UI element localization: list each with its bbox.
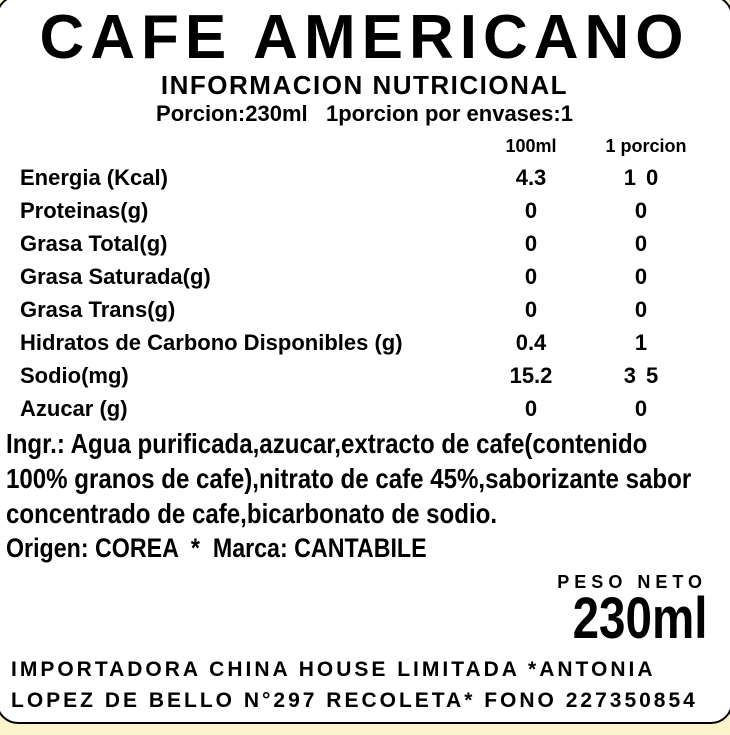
importer-info	[11, 654, 730, 716]
column-header-porcion: 1 porcion	[605, 136, 687, 156]
nutrient-name: Proteinas(g)	[20, 198, 149, 223]
value-porcion: 0	[634, 264, 658, 289]
table-row	[0, 293, 730, 326]
value-100ml: 0.4	[515, 330, 547, 355]
value-100ml: 0	[524, 396, 538, 421]
importer-line: IMPORTADORA CHINA HOUSE LIMITADA *ANTONIA	[11, 658, 656, 681]
value-porcion: 0	[634, 396, 658, 421]
table-row	[0, 194, 730, 227]
value-100ml: 4.3	[515, 165, 547, 190]
value-porcion: 0	[634, 297, 658, 322]
nutrient-name: Grasa Trans(g)	[20, 297, 176, 322]
nutrition-info-heading: INFORMACION NUTRICIONAL	[160, 70, 569, 100]
value-100ml: 0	[524, 198, 538, 223]
net-weight-label: PESO NETO	[557, 572, 707, 592]
table-header-row	[0, 131, 730, 161]
value-porcion: 1	[634, 330, 658, 355]
serving-size-line: Porcion:230ml 1porcion por envases:1	[156, 101, 573, 126]
value-100ml: 0	[524, 264, 538, 289]
net-weight-value: 230ml	[572, 586, 707, 651]
net-weight-block	[0, 571, 707, 651]
nutrient-name: Grasa Saturada(g)	[20, 264, 211, 289]
nutrient-name: Hidratos de Carbono Disponibles (g)	[20, 330, 403, 355]
value-100ml: 0	[524, 231, 538, 256]
nutrient-name: Sodio(mg)	[20, 363, 129, 388]
ingredients-paragraph	[6, 426, 730, 531]
nutrition-table	[0, 131, 730, 425]
table-row	[0, 161, 730, 194]
table-row	[0, 227, 730, 260]
nutrient-name: Azucar (g)	[20, 396, 128, 421]
ingredients-line: concentrado de cafe,bicarbonato de sodio.	[6, 498, 498, 529]
table-row	[0, 326, 730, 359]
value-porcion: 0	[634, 198, 658, 223]
table-header-spacer	[0, 131, 476, 161]
ingredients-line: 100% granos de cafe),nitrato de cafe 45%,saborizante sabor	[6, 463, 692, 494]
value-porcion: 35	[623, 363, 669, 388]
column-header-100ml: 100ml	[505, 136, 557, 156]
table-row	[0, 260, 730, 293]
value-porcion: 0	[634, 231, 658, 256]
ingredients-line: Ingr.: Agua purificada,azucar,extracto de cafe(contenido	[6, 428, 648, 459]
importer-line: LOPEZ DE BELLO N°297 RECOLETA* FONO 227350854	[11, 689, 698, 712]
product-title: CAFE AMERICANO	[39, 3, 690, 72]
nutrient-name: Grasa Total(g)	[20, 231, 168, 256]
value-100ml: 15.2	[509, 363, 553, 388]
value-100ml: 0	[524, 297, 538, 322]
origin-brand-line: Origen: COREA * Marca: CANTABILE	[6, 533, 427, 563]
table-row	[0, 392, 730, 425]
value-porcion: 10	[623, 165, 669, 190]
nutrient-name: Energia (Kcal)	[20, 165, 168, 190]
table-row	[0, 359, 730, 392]
